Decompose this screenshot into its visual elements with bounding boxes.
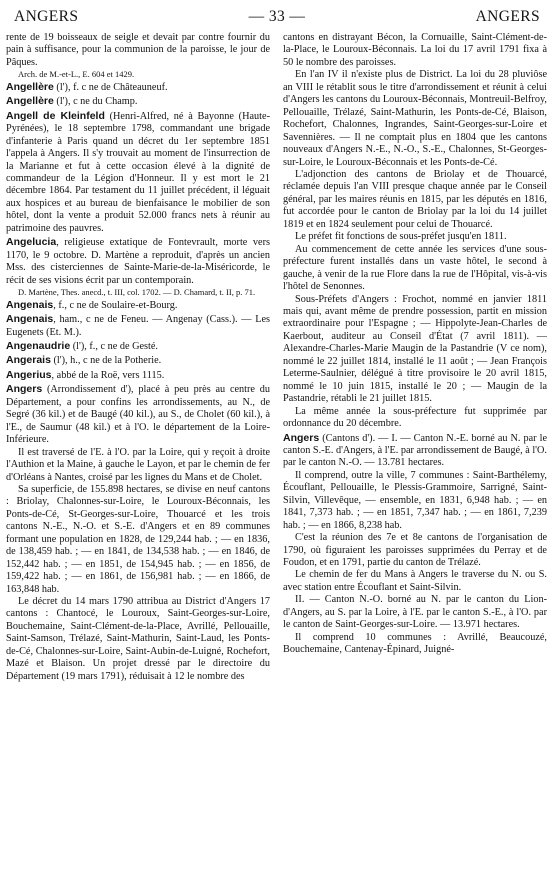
dictionary-entry (6, 383, 270, 446)
entry-headword: Angenais (6, 298, 54, 311)
entry-text: (Henri-Alfred, né à Bayonne (Haute-Pyrénées), le 18 septembre 1798, commandant une brigade d'infanterie à Paris quand un décret du 1er septembre 1851 l'appela à Angers. Il s'y trouvait au moment de l'insurrection de la Marianne et fut à cette occasion élevé à la dignité de commandeur de la Légion d'Honneur. Il y est mort le 21 décembre 1864. Par testament du 11 juillet précédent, il léguait aux hospices et au bureau de bienfaisance le mobilier de son hôtel, dont la vente a produit 52.000 francs nets à réunir au patrimoine des pauvres. (6, 110, 270, 234)
entry-text: (Arrondissement d'), placé à peu près au centre du Département, a pour confins les arrondissements, au N., de Segré (36 kil.) et de Baugé (40 kil.), au S., de Cholet (60 kil.), à l'E., de Saumur (48 kil.) et à l'O. le département de la Loire-Inférieure. (6, 384, 270, 446)
dictionary-entry (6, 313, 270, 339)
body-paragraph: Sa superficie, de 155.898 hectares, se divise en neuf cantons : Briolay, Chalonnes-sur-Loire, le Louroux-Béconnais, les Ponts-de-Cé, St-Georges-sur-Loire, Thouarcé et les trois cantons N.-E., N.-O. et S.-E. d'Angers et en 89 communes formant une population en 1828, de 129,244 hab. ; — en 1836, de 138,459 hab. ; — en 1841, de 134,538 hab. ; — en 1846, de 152,442 hab. ; — en 1851, de 154,945 hab. ; — en 1856, de 159,422 hab. ; — en 1861, de 156,981 hab. ; — en 1866, de 163,848 hab. (6, 483, 270, 595)
body-paragraph: En l'an IV il n'existe plus de District. La loi du 28 pluviôse an VIII le rétablit sous le titre d'arrondissement et réunit à celui d'Angers les cantons du Louroux-Béconnais, Montreuil-Belfroy, Pellouaille, Trélazé, Saint-Mathurin, les Ponts-de-Cé, Blaison, Rochefort, Chalonnes, Ingrandes, Saint-Georges-sur-Loire et Savennières. — Il ne comptait plus en 1804 que les cantons nouveaux d'Angers N.-E., N.-O., S.-E., Chalonnes, St-Georges-sur-Loire, le Louroux-Béconnais et les Ponts-de-Cé. (283, 69, 547, 168)
body-paragraph: Le chemin de fer du Mans à Angers le traverse du N. ou S. avec station entre Écouflant et Saint-Silvin. (283, 569, 547, 593)
body-paragraph: La même année la sous-préfecture fut supprimée par ordonnance du 20 décembre. (283, 405, 547, 430)
entry-text: (Cantons d'). — I. — Canton N.-E. borné au N. par le canton S.-E. d'Angers, à l'E. par arrondissement de Baugé, à l'O. par le canton N.-O. — 13.781 hectares. (283, 432, 547, 469)
dictionary-entry (6, 110, 270, 236)
body-paragraph: Au commencement de cette année les services d'une sous-préfecture furent installés dans un vaste hôtel, le second à gauche, à venir de la rue Flore dans la rue de l'Hôpital, vis-à-vis l'hôtel de Senonnes. (283, 243, 547, 293)
body-paragraph: Il est traversé de l'E. à l'O. par la Loire, qui y reçoit à droite l'Authion et la Maine, à gauche le Layon, et par le chemin de fer d'Orléans à Nantes, croisé par les lignes du Mans et de Cholet. (6, 446, 270, 483)
body-paragraph: Sous-Préfets d'Angers : Frochot, nommé en janvier 1811 mais qui, avant même de prendre possession, partit en mission extraordinaire pour l'Espagne ; — Hippolyte-Jean-Charles de Kaerbout, auditeur au Conseil d'État (7 avril 1811). — Alexandre-Charles-Marie Maugin de la Pastandrie (V ce nom), nommé le 22 juillet 1814, installé le 11 août ; — Jean François Leterme-Saulnier, délégué à titre provisoire le 20 avril 1815, nommé le 10 juin 1815, installé le 20 ; — Maugin de la Pastandrie, rétabli le 21 juillet 1815. (283, 293, 547, 405)
dictionary-entry (6, 299, 270, 312)
entry-headword: Angell de Kleinfeld (6, 109, 105, 122)
dictionary-entry (283, 432, 547, 470)
dictionary-entry (6, 81, 270, 94)
entry-text: , religieuse extatique de Fontevrault, morte vers 1170, le 9 octobre. D. Martène a reproduit, d'après un ancien Mss. des cisterciennes de Sainte-Marie-de-la-Miséricorde, le récit de ses visions écrit par un contemporain. (6, 237, 270, 286)
dictionary-entry (6, 354, 270, 367)
entry-text: , f., c ne de Soulaire-et-Bourg. (53, 299, 178, 311)
dictionary-entry (6, 369, 270, 382)
dictionary-entry (6, 236, 270, 287)
continued-paragraph: rente de 19 boisseaux de seigle et devait par contre fournir du pain à suffisance, pour la communion de la paroisse, le jour de Pâques. (6, 32, 270, 68)
continued-paragraph: cantons en distrayant Bécon, la Cornuaille, Saint-Clément-de-la-Place, le Louroux-Béconnais. La loi du 17 avril 1791 fixa à 50 le nombre des paroisses. (283, 32, 547, 68)
entry-text: (l'), h., c ne de la Potherie. (50, 355, 162, 367)
header-left-title: ANGERS (14, 8, 79, 25)
entry-headword: Angers (6, 383, 43, 396)
entry-text: (l'), f., c ne de Gesté. (70, 340, 158, 352)
body-paragraph: C'est la réunion des 7e et 8e cantons de l'organisation de 1790, où figuraient les paroisses supprimées du Perray et de Foudon, et en 1791, partie du canton de Trélazé. (283, 532, 547, 569)
entry-headword: Angenaudrie (6, 339, 71, 352)
page-header (14, 6, 540, 28)
source-citation: Arch. de M.-et-L., E. 604 et 1429. (18, 69, 135, 80)
header-right-title: ANGERS (475, 8, 540, 25)
page-number: — 33 — (248, 8, 306, 25)
entry-text: , ham., c ne de Feneu. — Angenay (Cass.). — Les Eugenets (Et. M.). (6, 314, 270, 338)
body-paragraph: Il comprend 10 communes : Avrillé, Beaucouzé, Bouchemaine, Cantenay-Épinard, Juigné- (283, 631, 547, 656)
entry-headword: Angelucia (6, 236, 57, 249)
right-column (283, 32, 547, 888)
source-citation: D. Martène, Thes. anecd., t. III, col. 1702. — D. Chamard, t. II, p. 71. (18, 287, 256, 298)
entry-text: , abbé de la Roë, vers 1115. (51, 369, 165, 381)
dictionary-entry (6, 95, 270, 108)
dictionary-entry (6, 340, 270, 353)
left-column (6, 32, 270, 888)
body-paragraph: L'adjonction des cantons de Briolay et de Thouarcé, réclamée depuis l'an VIII presque chaque année par le Conseil général, par les maires réunis en 1815, par les députés en 1816, fut accordée pour le canton de Briolay par la loi du 14 juillet 1819 et en 1824 seulement pour celui de Thouarcé. (283, 168, 547, 230)
entry-headword: Angerais (6, 354, 51, 367)
body-paragraph: II. — Canton N.-O. borné au N. par le canton du Lion-d'Angers, au S. par la Loire, à l'E. par le canton S.-E., à l'O. par le canton de Saint-Georges-sur-Loire. — 13.971 hectares. (283, 594, 547, 631)
body-paragraph: Il comprend, outre la ville, 7 communes : Saint-Barthélemy, Écouflant, Pellouaille, le Plessis-Grammoire, Sarrigné, Saint-Silvin, Villevêque, — ensemble, en 1831, 6,948 hab. ; — en 1841, 7,373 hab. ; — en 1851, 7,347 hab. ; — en 1861, 7,239 hab. ; — en 1866, 8,238 hab. (283, 469, 547, 531)
entry-headword: Angenais (6, 313, 54, 326)
entry-text: (l'), c ne du Champ. (53, 96, 138, 108)
body-paragraph: Le préfet fit fonctions de sous-préfet jusqu'en 1811. (295, 231, 507, 243)
entry-headword: Angerius (6, 368, 52, 381)
entry-headword: Angellère (6, 80, 54, 93)
body-paragraph: Le décret du 14 mars 1790 attribua au District d'Angers 17 cantons : Chantocé, le Louroux, Saint-Georges-sur-Loire, Bouchemaine, Saint-Clément-de-la-Place, Avrillé, Pellouaille, Saint-Samson, Trélazé, Saint-Mathurin, Saint-Laud, les Ponts-de-Cé, Chalonnes-sur-Loire, Saint-Aubin-de-Luigné, Rochefort, Mazé et Blaison. Un projet dressé par le directoire du Département (19 mars 1791), réduisait à 12 le nombre des (6, 596, 270, 682)
entry-headword: Angellère (6, 95, 54, 108)
entry-headword: Angers (283, 431, 320, 444)
entry-text: (l'), f. c ne de Châteauneuf. (53, 81, 168, 93)
